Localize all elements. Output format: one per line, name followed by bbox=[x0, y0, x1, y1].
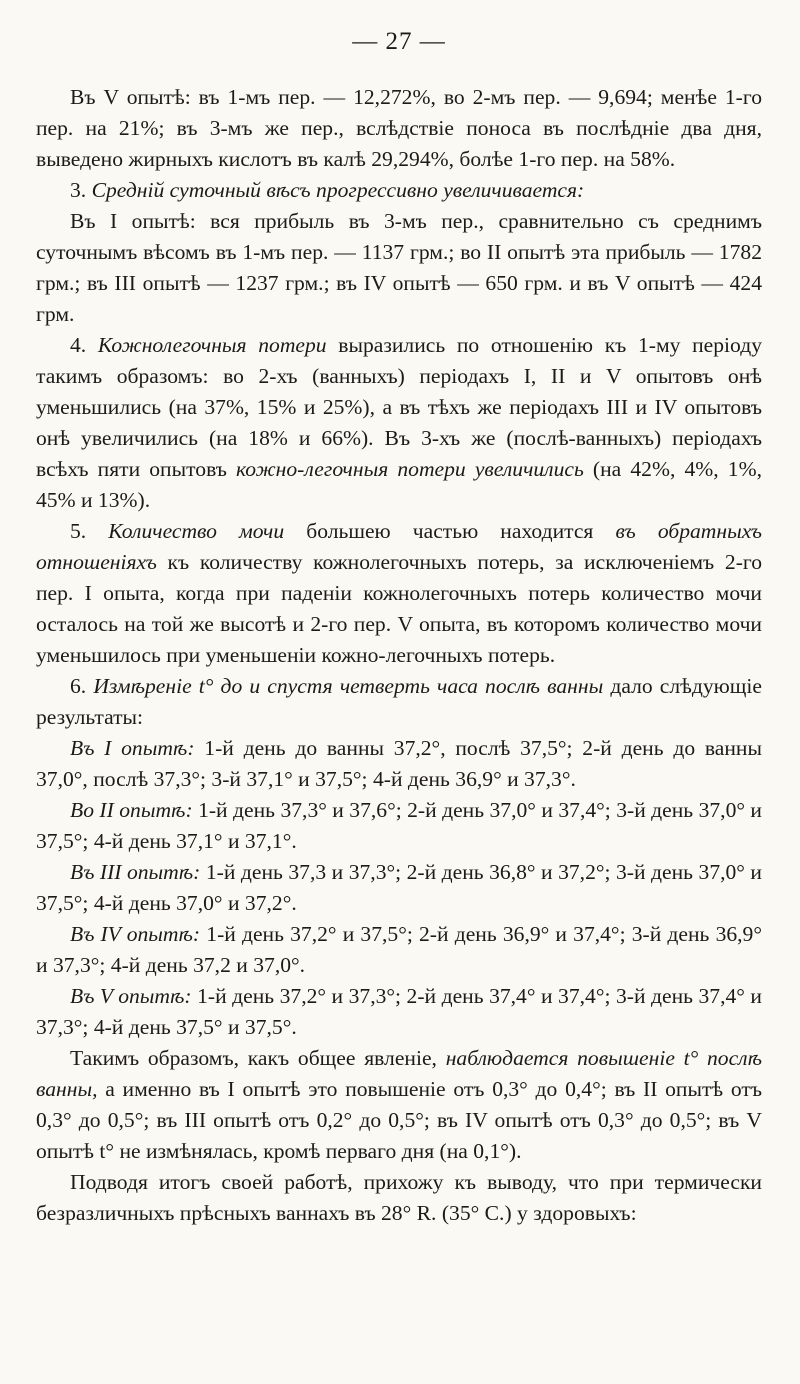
text-run: 1-й день 37,2° и 37,5°; 2-й день 36,9° и 37,4°; 3-й день 36,9° и 37,3°; 4-й день 37,2 и 37,0°. bbox=[36, 922, 762, 977]
text-run: 4. bbox=[70, 333, 98, 357]
paragraph bbox=[36, 919, 762, 981]
paragraph bbox=[36, 981, 762, 1043]
italic-text: въ обратныхъ отношеніяхъ bbox=[36, 519, 762, 574]
text-run: Въ I опытѣ: вся прибыль въ 3-мъ пер., сравнительно съ среднимъ суточнымъ вѣсомъ въ 1-мъ пер. — 1137 грм.; во II опытѣ эта прибыль — 1782 грм.; въ III опытѣ — 1237 грм.; въ IV опытѣ — 650 грм. и въ V опытѣ — 424 грм. bbox=[36, 209, 762, 326]
text-run: Такимъ образомъ, какъ общее явленіе, bbox=[70, 1046, 446, 1070]
paragraph bbox=[36, 733, 762, 795]
text-run: дало слѣдующіе результаты: bbox=[36, 674, 763, 729]
text-run: а именно въ I опытѣ это повышеніе отъ 0,3° до 0,4°; въ II опытѣ отъ 0,3° до 0,5°; въ III опытѣ отъ 0,2° до 0,5°; въ IV опытѣ отъ 0,3° до 0,5°; въ V опытѣ t° не измѣнялась, кромѣ перваго дня (на 0,1°). bbox=[36, 1077, 762, 1163]
paragraph bbox=[36, 795, 762, 857]
italic-text: наблюдается повышеніе t° послѣ ванны, bbox=[36, 1046, 762, 1101]
italic-text: Во II опытѣ: bbox=[70, 798, 193, 822]
paragraph bbox=[36, 330, 762, 516]
text-run: (на 42%, 4%, 1%, 45% и 13%). bbox=[36, 457, 762, 512]
italic-text: Въ IV опытѣ: bbox=[70, 922, 201, 946]
italic-text: Въ V опытѣ: bbox=[70, 984, 192, 1008]
paragraph bbox=[36, 1043, 762, 1167]
italic-text: Въ III опытѣ: bbox=[70, 860, 201, 884]
paragraph bbox=[36, 516, 762, 671]
body-text bbox=[36, 82, 762, 1229]
text-run: большею частью находится bbox=[284, 519, 616, 543]
paragraph bbox=[36, 857, 762, 919]
text-run: къ количеству кожнолегочныхъ потерь, за исключеніемъ 2-го пер. I опыта, когда при паденіи кожнолегочныхъ потерь количество мочи осталось на той же высотѣ и 2-го пер. V опыта, въ которомъ количество мочи уменьшилось при уменьшеніи кожно-легочныхъ потерь. bbox=[36, 550, 762, 667]
text-run: Въ V опытѣ: въ 1-мъ пер. — 12,272%, во 2-мъ пер. — 9,694; менѣе 1-го пер. на 21%; въ 3-мъ же пер., вслѣдствіе поноса въ послѣдніе два дня, выведено жирныхъ кислотъ въ калѣ 29,294%, болѣе 1-го пер. на 58%. bbox=[36, 85, 762, 171]
page-number: — 27 — bbox=[352, 28, 446, 55]
italic-text: Въ I опытѣ: bbox=[70, 736, 195, 760]
italic-text: Кожнолегочныя потери bbox=[97, 333, 327, 357]
paragraph bbox=[36, 1167, 762, 1229]
italic-text: Количество мочи bbox=[108, 519, 285, 543]
text-run: 5. bbox=[70, 519, 109, 543]
paragraph bbox=[36, 175, 762, 206]
text-run: 1-й день 37,3° и 37,6°; 2-й день 37,0° и 37,4°; 3-й день 37,0° и 37,5°; 4-й день 37,1° и 37,1°. bbox=[36, 798, 762, 853]
italic-text: кожно-легочныя потери увеличились bbox=[236, 457, 584, 481]
italic-text: Измѣреніе t° до и спустя четверть часа послѣ ванны bbox=[93, 674, 604, 698]
text-run: 6. bbox=[70, 674, 94, 698]
text-run: выразились по отношенію къ 1-му періоду такимъ образомъ: во 2-хъ (ванныхъ) періодахъ I, II и V опытовъ онѣ уменьшились (на 37%, 15% и 25%), а въ тѣхъ же періодахъ III и IV опытовъ онѣ увеличились (на 18% и 66%). Въ 3-хъ же (послѣ-ванныхъ) періодахъ всѣхъ пяти опытовъ bbox=[36, 333, 762, 481]
text-run: 1-й день до ванны 37,2°, послѣ 37,5°; 2-й день до ванны 37,0°, послѣ 37,3°; 3-й 37,1° и 37,5°; 4-й день 36,9° и 37,3°. bbox=[36, 736, 762, 791]
paragraph bbox=[36, 206, 762, 330]
text-run: 1-й день 37,3 и 37,3°; 2-й день 36,8° и 37,2°; 3-й день 37,0° и 37,5°; 4-й день 37,0° и 37,2°. bbox=[36, 860, 762, 915]
paragraph bbox=[36, 671, 762, 733]
text-run: Подводя итогъ своей работѣ, прихожу къ выводу, что при термически безразличныхъ прѣсныхъ ваннахъ въ 28° R. (35° C.) у здоровыхъ: bbox=[36, 1170, 762, 1225]
text-run: 1-й день 37,2° и 37,3°; 2-й день 37,4° и 37,4°; 3-й день 37,4° и 37,3°; 4-й день 37,5° и 37,5°. bbox=[36, 984, 762, 1039]
paragraph bbox=[36, 82, 762, 175]
italic-text: Средній суточный вѣсъ прогрессивно увеличивается: bbox=[91, 178, 585, 202]
text-run: 3. bbox=[70, 178, 92, 202]
